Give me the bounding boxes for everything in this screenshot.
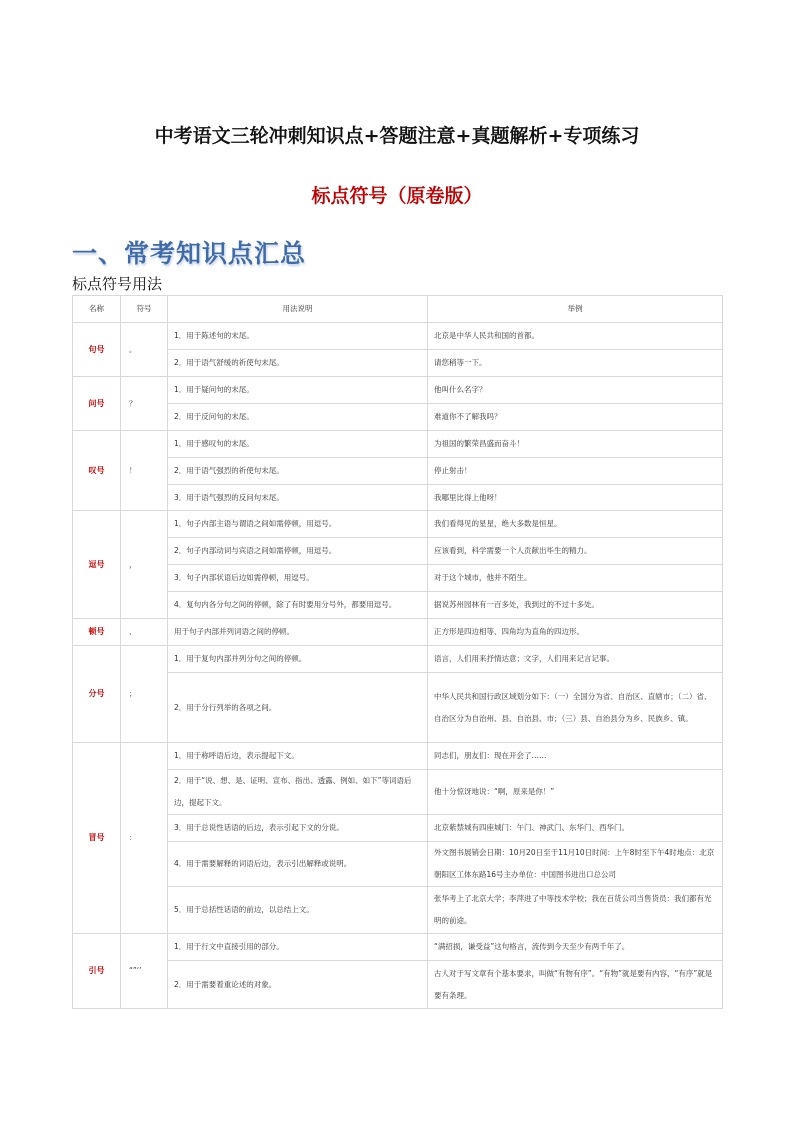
example-cell: 张华考上了北京大学；李萍进了中等技术学校；我在百货公司当售货员：我们都有光明的前途。 (428, 887, 723, 934)
punctuation-name: 分号 (73, 646, 121, 743)
example-cell: 正方形是四边相等、四角均为直角的四边形。 (428, 619, 723, 646)
table-row (73, 815, 723, 842)
usage-cell: 2．用于语气强烈的祈使句末尾。 (168, 458, 428, 485)
header-symbol: 符号 (121, 296, 168, 323)
example-cell: 北京紫禁城有四座城门：午门、神武门、东华门、西华门。 (428, 815, 723, 842)
punctuation-name: 顿号 (73, 619, 121, 646)
table-row (73, 619, 723, 646)
document-title: 中考语文三轮冲刺知识点+答题注意+真题解析+专项练习 (154, 125, 640, 147)
usage-cell: 1．用于陈述句的末尾。 (168, 323, 428, 350)
punctuation-name: 问号 (73, 377, 121, 431)
table-row (73, 961, 723, 1009)
table-caption: 标点符号用法 (72, 275, 163, 293)
example-cell: 停止射击！ (428, 458, 723, 485)
table-row (73, 377, 723, 404)
example-cell: “满招损，谦受益”这句格言，流传到今天至少有两千年了。 (428, 934, 723, 961)
table-row (73, 770, 723, 815)
example-cell: 外文图书展销会日期：10月20日至于11月10日时间：上午8时至下午4时地点：北京朝阳区工体东路16号主办单位：中国图书进出口总公司 (428, 842, 723, 887)
usage-cell: 1．用于复句内部并列分句之间的停顿。 (168, 646, 428, 673)
punctuation-symbol: ！ (121, 431, 168, 511)
punctuation-symbol: “”‘’ (121, 934, 168, 1009)
table-row (73, 842, 723, 887)
usage-cell: 3．用于语气强烈的反问句末尾。 (168, 485, 428, 511)
example-cell: 为祖国的繁荣昌盛而奋斗！ (428, 431, 723, 458)
usage-cell: 2．用于“说、想、是、证明、宣布、指出、透露、例如、如下”等词语后边，提起下文。 (168, 770, 428, 815)
table-row (73, 934, 723, 961)
example-cell: 中华人民共和国行政区域划分如下：（一）全国分为省、自治区、直辖市；（二）省、自治区分为自治州、县、自治县、市；（三）县、自治县分为乡、民族乡、镇。 (428, 673, 723, 743)
example-cell: 难道你不了解我吗？ (428, 404, 723, 431)
example-cell: 北京是中华人民共和国的首都。 (428, 323, 723, 350)
example-cell: 我哪里比得上他呀！ (428, 485, 723, 511)
usage-cell: 3．句子内部状语后边如需停顿，用逗号。 (168, 565, 428, 592)
usage-cell: 2．用于分行列举的各项之间。 (168, 673, 428, 743)
usage-cell: 1．句子内部主语与谓语之间如需停顿，用逗号。 (168, 511, 428, 538)
example-cell: 他叫什么名字？ (428, 377, 723, 404)
usage-cell: 2．用于需要着重论述的对象。 (168, 961, 428, 1009)
table-row (73, 565, 723, 592)
usage-cell: 2．用于反问句的末尾。 (168, 404, 428, 431)
usage-cell: 4．复句内各分句之间的停顿，除了有时要用分号外，都要用逗号。 (168, 592, 428, 619)
table-row (73, 431, 723, 458)
example-cell: 对于这个城市，他并不陌生。 (428, 565, 723, 592)
table-row (73, 887, 723, 934)
table-row (73, 323, 723, 350)
table-row (73, 538, 723, 565)
usage-cell: 用于句子内部并列词语之间的停顿。 (168, 619, 428, 646)
example-cell: 应该看到，科学需要一个人贡献出毕生的精力。 (428, 538, 723, 565)
usage-cell: 1．用于称呼语后边，表示提起下文。 (168, 743, 428, 770)
document-subtitle: 标点符号（原卷版） (311, 185, 483, 207)
punctuation-symbol: ： (121, 743, 168, 934)
usage-cell: 1．用于感叹句的末尾。 (168, 431, 428, 458)
example-cell: 他十分惊讶地说：“啊，原来是你！” (428, 770, 723, 815)
table-header-row (73, 296, 723, 323)
table-row (73, 458, 723, 485)
example-cell: 同志们，朋友们：现在开会了…… (428, 743, 723, 770)
punctuation-name: 引号 (73, 934, 121, 1009)
usage-cell: 1．用于疑问句的末尾。 (168, 377, 428, 404)
usage-cell: 5．用于总括性话语的前边，以总结上文。 (168, 887, 428, 934)
punctuation-symbol: ？ (121, 377, 168, 431)
table-row (73, 673, 723, 743)
punctuation-table (72, 295, 723, 1009)
example-cell: 语言，人们用来抒情达意；文字，人们用来记言记事。 (428, 646, 723, 673)
punctuation-symbol: 。 (121, 323, 168, 377)
example-cell: 据说苏州园林有一百多处，我到过的不过十多处。 (428, 592, 723, 619)
example-cell: 古人对于写文章有个基本要求，叫做“有物有序”。“有物”就是要有内容，“有序”就是要有条理。 (428, 961, 723, 1009)
punctuation-name: 句号 (73, 323, 121, 377)
punctuation-name: 逗号 (73, 511, 121, 619)
usage-cell: 2．句子内部动词与宾语之间如需停顿，用逗号。 (168, 538, 428, 565)
usage-cell: 4．用于需要解释的词语后边，表示引出解释或说明。 (168, 842, 428, 887)
punctuation-name: 叹号 (73, 431, 121, 511)
usage-cell: 1．用于行文中直接引用的部分。 (168, 934, 428, 961)
table-row (73, 404, 723, 431)
table-row (73, 511, 723, 538)
section-heading: 一、常考知识点汇总 (72, 239, 307, 268)
table-row (73, 592, 723, 619)
example-cell: 我们看得见的星星，绝大多数是恒星。 (428, 511, 723, 538)
example-cell: 请您稍等一下。 (428, 350, 723, 377)
punctuation-symbol: ； (121, 646, 168, 743)
header-name: 名称 (73, 296, 121, 323)
table-row (73, 485, 723, 511)
table-body (73, 323, 723, 1009)
punctuation-symbol: 、 (121, 619, 168, 646)
table-row (73, 646, 723, 673)
punctuation-name: 冒号 (73, 743, 121, 934)
punctuation-symbol: ， (121, 511, 168, 619)
usage-cell: 2．用于语气舒缓的祈使句末尾。 (168, 350, 428, 377)
header-example: 举例 (428, 296, 723, 323)
header-usage: 用法说明 (168, 296, 428, 323)
table-row (73, 350, 723, 377)
table-row (73, 743, 723, 770)
usage-cell: 3．用于总说性话语的后边，表示引起下文的分说。 (168, 815, 428, 842)
